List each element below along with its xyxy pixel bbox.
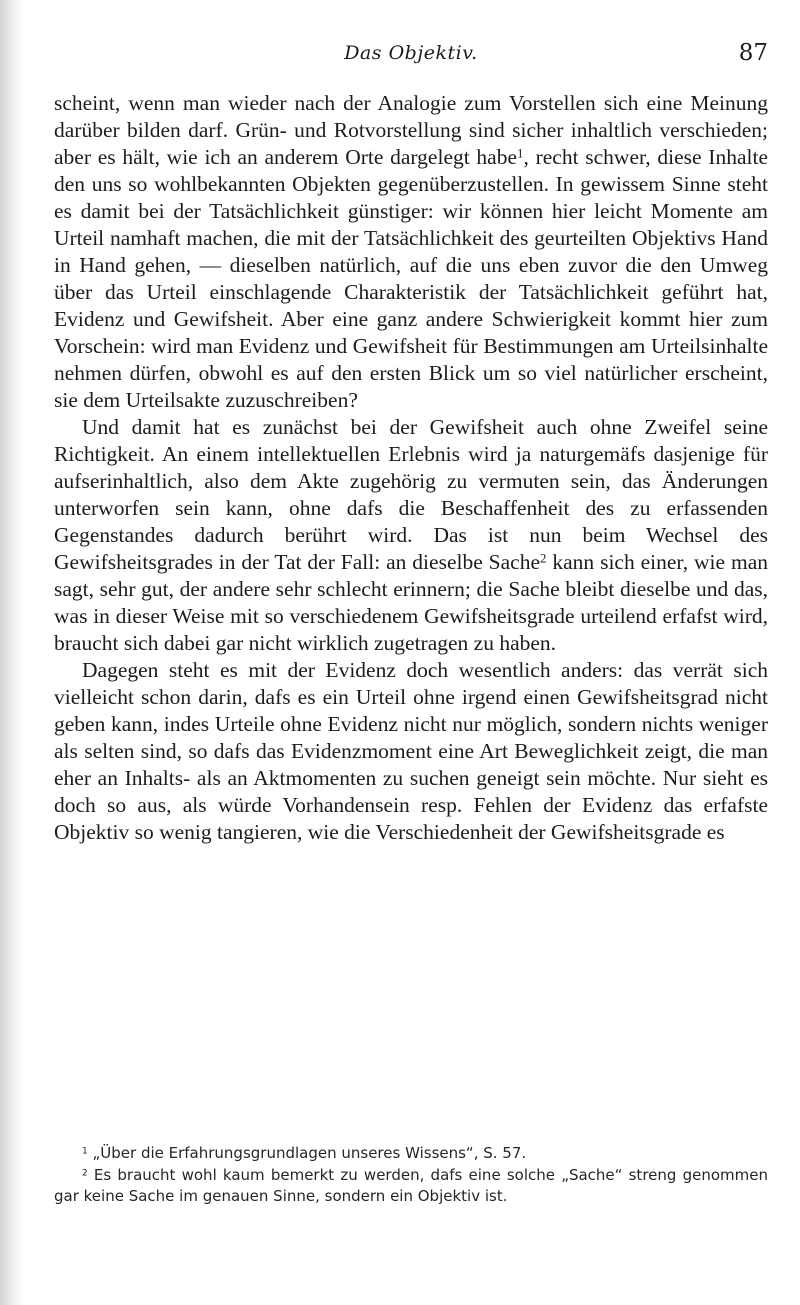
- footnote-1-text: „Über die Erfahrungsgrundlagen unseres Wissens“, S. 57.: [87, 1144, 527, 1162]
- page-gutter-shadow: [0, 0, 26, 1305]
- footnote-2-marker: 2: [82, 1168, 88, 1178]
- footnote-2: [54, 1165, 768, 1208]
- footnote-1-marker: 1: [82, 1146, 88, 1157]
- footnotes: [54, 1143, 768, 1208]
- page-number: 87: [738, 40, 768, 66]
- page-header: [54, 42, 768, 72]
- footnote-ref-2: 2: [540, 551, 547, 566]
- footnote-ref-1: 1: [517, 146, 524, 161]
- paragraph-3-text: Dagegen steht es mit der Evidenz doch wesentlich anders: das verrät sich vielleicht schon darin, dafs es ein Urteil ohne irgend einen Gewifsheitsgrad nicht geben kann, indes Urteile ohne Evidenz nicht nur möglich, sondern nichts weniger als selten sind, so dafs das Evidenzmoment eine Art Beweglichkeit zeigt, die man eher an Inhalts- als an Aktmomenten zu suchen geneigt sein möchte. Nur sieht es doch so aus, als würde Vorhandensein resp. Fehlen der Evidenz das erfafste Objektiv so wenig tangieren, wie die Verschiedenheit der Gewifsheitsgrade es: [54, 658, 768, 844]
- paragraph-1-text-a: scheint, wenn man wieder nach der Analogie zum Vorstellen sich eine Meinung darüber bilden darf. Grün- und Rotvorstellung sind sicher inhaltlich verschieden; aber es hält, wie ich an anderem Orte dargelegt habe: [54, 91, 768, 169]
- paragraph-2-text-b: kann sich einer, wie man sagt, sehr gut, der andere sehr schlecht erinnern; die Sache bleibt dieselbe und das, was in dieser Weise mit so verschiedenem Gewifsheitsgrade urteilend erfafst wird, braucht sich dabei gar nicht wirklich zugetragen zu haben.: [54, 550, 768, 655]
- footnote-1: [54, 1143, 768, 1165]
- paragraph-3: [54, 657, 768, 846]
- paragraph-1: [54, 90, 768, 414]
- running-head: Das Objektiv.: [344, 42, 478, 64]
- paragraph-2-text-a: Und damit hat es zunächst bei der Gewifsheit auch ohne Zweifel seine Richtigkeit. An einem intellektuellen Erlebnis wird ja naturgemäfs dasjenige für aufserinhaltlich, also dem Akte zugehörig zu vermuten sein, das Änderungen unterworfen sein kann, ohne dafs die Beschaffenheit des zu erfassenden Gegenstandes dadurch berührt wird. Das ist nun beim Wechsel des Gewifsheitsgrades in der Tat der Fall: an dieselbe Sache: [54, 415, 768, 574]
- paragraph-2: [54, 414, 768, 657]
- footnote-2-text: Es braucht wohl kaum bemerkt zu werden, dafs eine solche „Sache“ streng genommen gar keine Sache im genauen Sinne, sondern ein Objektiv ist.: [54, 1165, 768, 1205]
- paragraph-1-text-b: , recht schwer, diese Inhalte den uns so wohlbekannten Objekten gegenüberzustellen. In gewissem Sinne steht es damit bei der Tatsächlichkeit günstiger: wir können hier leicht Momente am Urteil namhaft machen, die mit der Tatsächlichkeit des geurteilten Objektivs Hand in Hand gehen, — dieselben natürlich, auf die uns eben zuvor die den Umweg über das Urteil einschlagende Charakteristik der Tatsächlichkeit geführt hat, Evidenz und Gewifsheit. Aber eine ganz andere Schwierigkeit kommt hier zum Vorschein: wird man Evidenz und Gewifsheit für Bestimmungen am Urteilsinhalte nehmen dürfen, obwohl es auf den ersten Blick um so viel natürlicher erscheint, sie dem Urteilsakte zuzuschreiben?: [54, 145, 768, 412]
- body-text: [54, 90, 768, 846]
